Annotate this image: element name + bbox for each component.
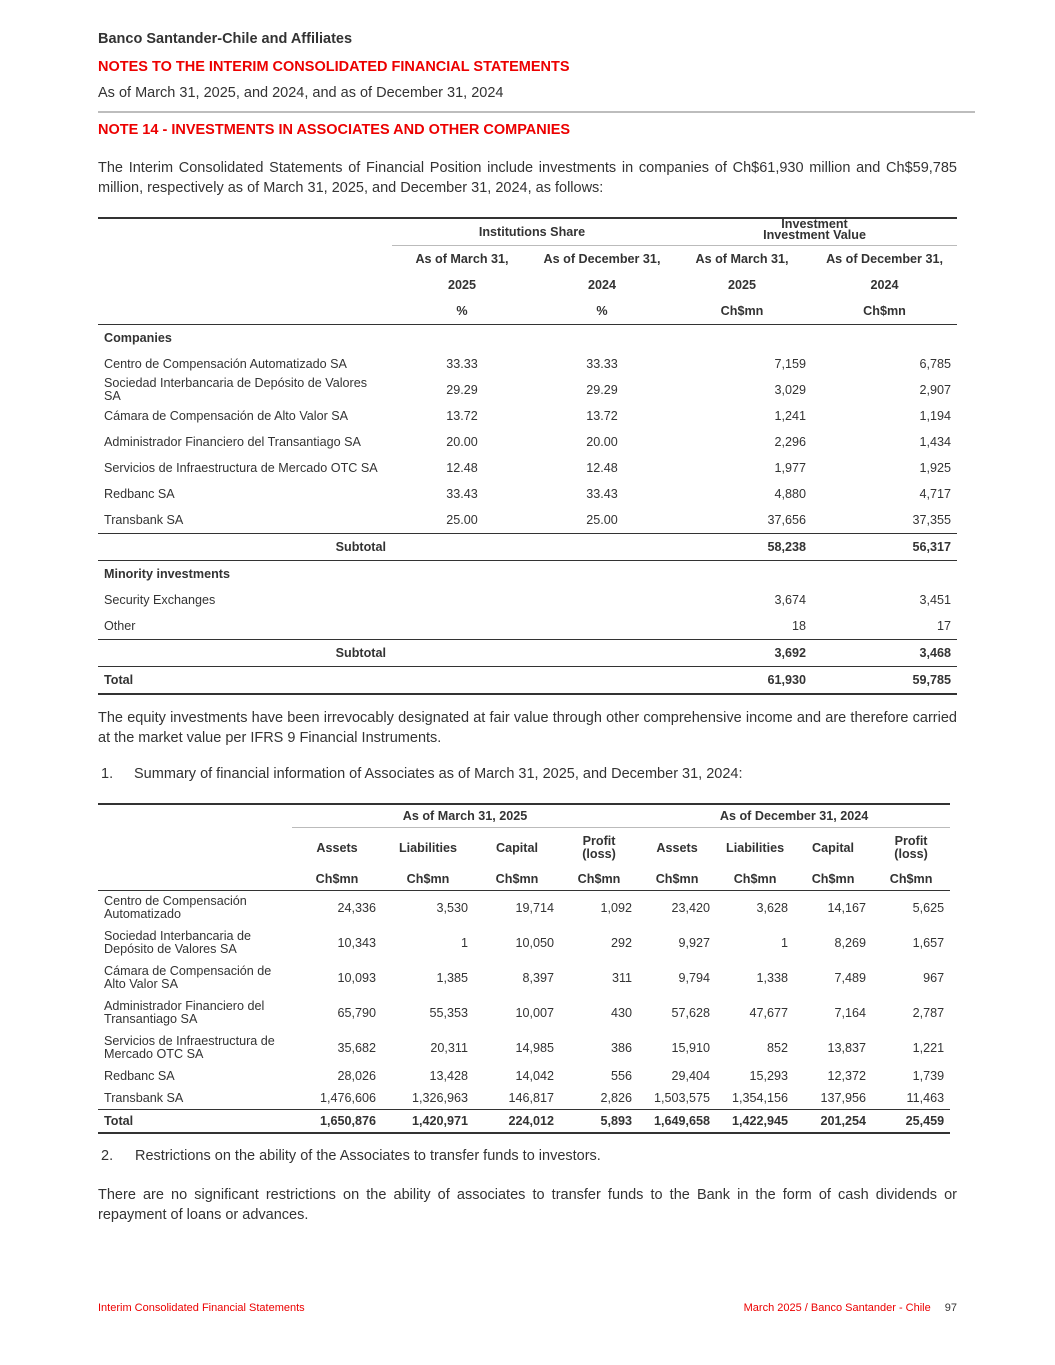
subtotal-2025: 58,238: [767, 540, 807, 554]
value-cell: 1,476,606: [319, 1091, 376, 1105]
share-2024: 20.00: [586, 435, 618, 449]
value-cell: 10,343: [337, 935, 376, 950]
value-cell: 9,794: [678, 970, 711, 985]
value-cell: 7,489: [834, 970, 867, 985]
section-label: Minority investments: [104, 567, 230, 581]
value-2024: 17: [937, 619, 952, 633]
col-header: Capital: [812, 840, 855, 855]
company-name-cell: Servicios de Infraestructura de Mercado OTC SA: [104, 461, 378, 475]
value-cell: 19,714: [515, 900, 554, 915]
table-header-units-row: [98, 298, 957, 325]
col-label: As of March 31,: [415, 252, 509, 266]
table-row: [98, 1030, 950, 1065]
value-cell: 65,790: [337, 1005, 376, 1020]
col-unit: %: [456, 304, 468, 318]
table-row: [98, 507, 957, 534]
value-cell: 5,625: [912, 900, 945, 915]
value-cell: 55,353: [429, 1005, 468, 1020]
value-cell: 24,336: [337, 900, 376, 915]
share-2024: 25.00: [586, 513, 618, 527]
table2-col-row: [98, 828, 950, 868]
col-label: As of December 31,: [826, 252, 943, 266]
total-cell: 25,459: [905, 1114, 945, 1128]
value-2025: 1,977: [774, 461, 807, 475]
col-header: Liabilities: [726, 840, 785, 855]
col-unit: Ch$mn: [720, 304, 764, 318]
value-cell: 14,985: [515, 1040, 554, 1055]
table-row: [98, 455, 957, 481]
value-cell: 1,326,963: [411, 1091, 468, 1105]
value-cell: 20,311: [430, 1040, 468, 1055]
table-row: [98, 925, 950, 960]
footer-left: Interim Consolidated Financial Statements: [98, 1302, 305, 1314]
subtotal-2025: 3,692: [774, 646, 807, 660]
value-cell: 14,167: [827, 900, 867, 915]
value-2024: 37,355: [912, 513, 952, 527]
associate-name-cell: Transbank SA: [104, 1090, 184, 1105]
col-year: 2025: [728, 278, 757, 292]
value-cell: 1,338: [756, 970, 789, 985]
minority-name-cell: Other: [104, 619, 136, 633]
subtotal-2024: 56,317: [912, 540, 952, 554]
value-cell: 1: [460, 935, 468, 950]
col-year: 2025: [447, 278, 477, 292]
col-unit: Ch$mn: [889, 871, 933, 886]
value-2025: 2,296: [774, 435, 807, 449]
value-cell: 10,007: [515, 1005, 554, 1020]
total-2025: 61,930: [767, 673, 807, 687]
table-header-years-row: [98, 272, 957, 298]
value-cell: 1,657: [912, 935, 945, 950]
table-row: [98, 403, 957, 429]
col-year: 2024: [587, 278, 617, 292]
value-cell: 14,042: [515, 1069, 554, 1083]
value-2024: 1,925: [919, 461, 952, 475]
value-cell: 23,420: [671, 900, 711, 915]
total-cell: 1,650,876: [319, 1114, 376, 1128]
subtotal-minority-row: [98, 640, 957, 667]
equity-paragraph: The equity investments have been irrevocably designated at fair value through other comprehensive income and are therefore carried at the market value per IFRS 9 Financial Instruments.: [98, 710, 957, 746]
value-cell: 311: [611, 970, 633, 985]
notes-title: NOTES TO THE INTERIM CONSOLIDATED FINANCIAL STATEMENTS: [98, 59, 570, 75]
value-cell: 1,092: [600, 900, 633, 915]
value-cell: 15,293: [749, 1069, 789, 1083]
col-unit: Ch$mn: [655, 871, 699, 886]
list-number: 1.: [101, 766, 114, 782]
table-row: [98, 1087, 950, 1110]
subtotal-companies-row: [98, 534, 957, 561]
col-year: 2024: [870, 278, 899, 292]
col-header: Profit (loss): [582, 833, 616, 861]
share-2025: 12.48: [446, 461, 478, 475]
value-cell: 430: [611, 1005, 633, 1020]
table-row: [98, 587, 957, 613]
table-row: [98, 481, 957, 507]
value-cell: 386: [611, 1040, 633, 1055]
company-name-cell: Centro de Compensación Automatizado SA: [104, 357, 347, 371]
associates-summary-table: [98, 803, 950, 1134]
restrictions-paragraph: There are no significant restrictions on the ability of associates to transfer funds to the Bank in the form of cash dividends or repayment of loans or advances.: [98, 1187, 957, 1223]
section-label: Companies: [104, 331, 172, 345]
value-cell: 146,817: [508, 1091, 554, 1105]
value-cell: 29,404: [671, 1069, 711, 1083]
share-2025: 25.00: [446, 513, 478, 527]
value-cell: 35,682: [337, 1040, 376, 1055]
value-cell: 10,093: [337, 970, 376, 985]
value-2024: 1,434: [919, 435, 952, 449]
associate-name-cell: Sociedad Interbancaria de Depósito de Valores SA: [104, 928, 252, 956]
value-2025: 37,656: [767, 513, 807, 527]
header-divider: [98, 111, 975, 113]
page-number: 97: [944, 1302, 957, 1314]
total-cell: 5,893: [600, 1114, 633, 1128]
col-header: Capital: [496, 840, 538, 855]
value-cell: 137,956: [820, 1091, 867, 1105]
value-cell: 1,221: [912, 1040, 945, 1055]
value-2025: 18: [792, 619, 807, 633]
value-cell: 7,164: [834, 1005, 867, 1020]
note-title: NOTE 14 - INVESTMENTS IN ASSOCIATES AND OTHER COMPANIES: [98, 122, 571, 138]
investments-table: [98, 217, 957, 695]
value-cell: 2,787: [912, 1005, 945, 1020]
value-2025: 3,674: [774, 593, 807, 607]
associate-name-cell: Servicios de Infraestructura de Mercado OTC SA: [104, 1033, 275, 1061]
subtotal-label: Subtotal: [335, 540, 386, 554]
value-cell: 28,026: [337, 1069, 376, 1083]
value-2024: 1,194: [919, 409, 952, 423]
col-label: As of March 31,: [695, 252, 789, 266]
table-row: [98, 377, 957, 403]
associate-name-cell: Redbanc SA: [104, 1068, 175, 1083]
share-2025: 13.72: [446, 409, 478, 423]
total-label: Total: [104, 1114, 134, 1128]
col-header: Assets: [656, 840, 698, 855]
total-cell: 201,254: [820, 1114, 867, 1128]
table-row: [98, 995, 950, 1030]
value-2024: 2,907: [919, 383, 952, 397]
table-header-group-row: [98, 218, 957, 246]
col-unit: Ch$mn: [733, 871, 777, 886]
table-row: [98, 1065, 950, 1087]
table-row: [98, 351, 957, 377]
list-number: 2.: [101, 1148, 114, 1164]
subtotal-label: Subtotal: [335, 646, 386, 660]
value-2025: 7,159: [774, 357, 807, 371]
value-cell: 12,372: [827, 1069, 867, 1083]
value-cell: 1,739: [912, 1069, 945, 1083]
value-2024: 6,785: [919, 357, 952, 371]
group-march-2025: As of March 31, 2025: [292, 804, 638, 828]
section-row-companies: [98, 325, 957, 352]
company-name-cell: Administrador Financiero del Transantiago SA: [104, 435, 361, 449]
footer-right-text: March 2025 / Banco Santander - Chile: [743, 1302, 931, 1314]
associate-name-cell: Centro de Compensación Automatizado: [104, 893, 247, 921]
value-cell: 8,397: [522, 970, 554, 985]
company-name-cell: Sociedad Interbancaria de Depósito de Valores SA: [104, 376, 368, 403]
subtotal-2024: 3,468: [919, 646, 952, 660]
share-2024: 12.48: [586, 461, 618, 475]
value-cell: 3,530: [436, 900, 468, 915]
value-cell: 292: [611, 935, 633, 950]
col-header: Liabilities: [398, 840, 458, 855]
share-2024: 29.29: [586, 383, 618, 397]
col-unit: %: [596, 304, 608, 318]
company-name-cell: Transbank SA: [104, 513, 184, 527]
value-cell: 10,050: [515, 935, 554, 950]
total-label: Total: [104, 673, 134, 687]
share-2025: 20.00: [446, 435, 478, 449]
group-investment-line1: Investment: [781, 217, 848, 231]
value-cell: 13,837: [827, 1040, 867, 1055]
value-cell: 2,826: [600, 1091, 633, 1105]
total-cell: 1,420,971: [411, 1114, 468, 1128]
value-cell: 9,927: [678, 935, 711, 950]
table-row: [98, 429, 957, 455]
table-row: [98, 613, 957, 640]
value-cell: 852: [767, 1040, 789, 1055]
col-unit: Ch$mn: [577, 871, 621, 886]
value-2024: 3,451: [919, 593, 952, 607]
intro-paragraph: The Interim Consolidated Statements of Financial Position include investments in companies of Ch$61,930 million and Ch$59,785 million, respectively as of March 31, 2025, and December 31, 2024, as follows:: [98, 160, 957, 196]
value-cell: 8,269: [834, 935, 867, 950]
col-header: Profit (loss): [894, 833, 928, 861]
value-cell: 15,910: [671, 1040, 711, 1055]
col-unit: Ch$mn: [315, 871, 359, 886]
share-2024: 33.43: [586, 487, 618, 501]
list-text: Restrictions on the ability of the Associates to transfer funds to investors.: [135, 1148, 601, 1164]
col-unit: Ch$mn: [863, 304, 906, 318]
company-name-cell: Redbanc SA: [104, 487, 175, 501]
associate-name-cell: Cámara de Compensación de Alto Valor SA: [104, 963, 272, 991]
col-unit: Ch$mn: [406, 871, 450, 886]
table2-unit-row: [98, 868, 950, 891]
value-cell: 3,628: [756, 900, 789, 915]
col-unit: Ch$mn: [495, 871, 539, 886]
group-investment-value: [672, 218, 957, 246]
total-row: [98, 667, 957, 695]
group-investment-line2: Investment Value: [763, 228, 866, 242]
value-cell: 1,503,575: [654, 1091, 711, 1105]
table-header-labels-row: [98, 246, 957, 273]
group-december-2024: As of December 31, 2024: [638, 804, 950, 828]
section-row-minority: [98, 561, 957, 588]
share-2024: 13.72: [586, 409, 618, 423]
total-cell: 224,012: [508, 1114, 554, 1128]
table2-group-row: [98, 804, 950, 828]
value-2025: 3,029: [774, 383, 807, 397]
col-label: As of December 31,: [543, 252, 661, 266]
total-row: [98, 1110, 950, 1134]
list-text: Summary of financial information of Associates as of March 31, 2025, and December 31, 2024:: [134, 766, 743, 782]
total-cell: 1,422,945: [732, 1114, 789, 1128]
as-of-dates: As of March 31, 2025, and 2024, and as of December 31, 2024: [98, 85, 504, 101]
table-row: [98, 890, 950, 925]
value-cell: 1,354,156: [732, 1091, 789, 1105]
minority-name-cell: Security Exchanges: [104, 593, 216, 607]
value-2025: 4,880: [774, 487, 807, 501]
total-2024: 59,785: [912, 673, 952, 687]
col-unit: Ch$mn: [811, 871, 855, 886]
company-name: Banco Santander-Chile and Affiliates: [98, 31, 353, 47]
col-header: Assets: [316, 840, 358, 855]
total-cell: 1,649,658: [654, 1114, 711, 1128]
share-2025: 29.29: [446, 383, 478, 397]
footer-right: [744, 1302, 957, 1314]
table-row: [98, 960, 950, 995]
value-cell: 1: [781, 935, 789, 950]
value-2024: 4,717: [919, 487, 952, 501]
value-cell: 47,677: [749, 1005, 789, 1020]
value-cell: 556: [611, 1069, 633, 1083]
value-cell: 11,463: [906, 1091, 945, 1105]
share-2024: 33.33: [586, 357, 618, 371]
company-name-cell: Cámara de Compensación de Alto Valor SA: [104, 409, 349, 423]
value-cell: 13,428: [429, 1069, 468, 1083]
group-institutions-share: Institutions Share: [392, 218, 672, 246]
value-2025: 1,241: [774, 409, 807, 423]
value-cell: 1,385: [436, 970, 468, 985]
table2-body: [98, 890, 950, 1110]
share-2025: 33.33: [446, 357, 478, 371]
associate-name-cell: Administrador Financiero del Transantiago SA: [104, 998, 265, 1026]
value-cell: 967: [923, 970, 945, 985]
value-cell: 57,628: [671, 1005, 711, 1020]
share-2025: 33.43: [446, 487, 478, 501]
